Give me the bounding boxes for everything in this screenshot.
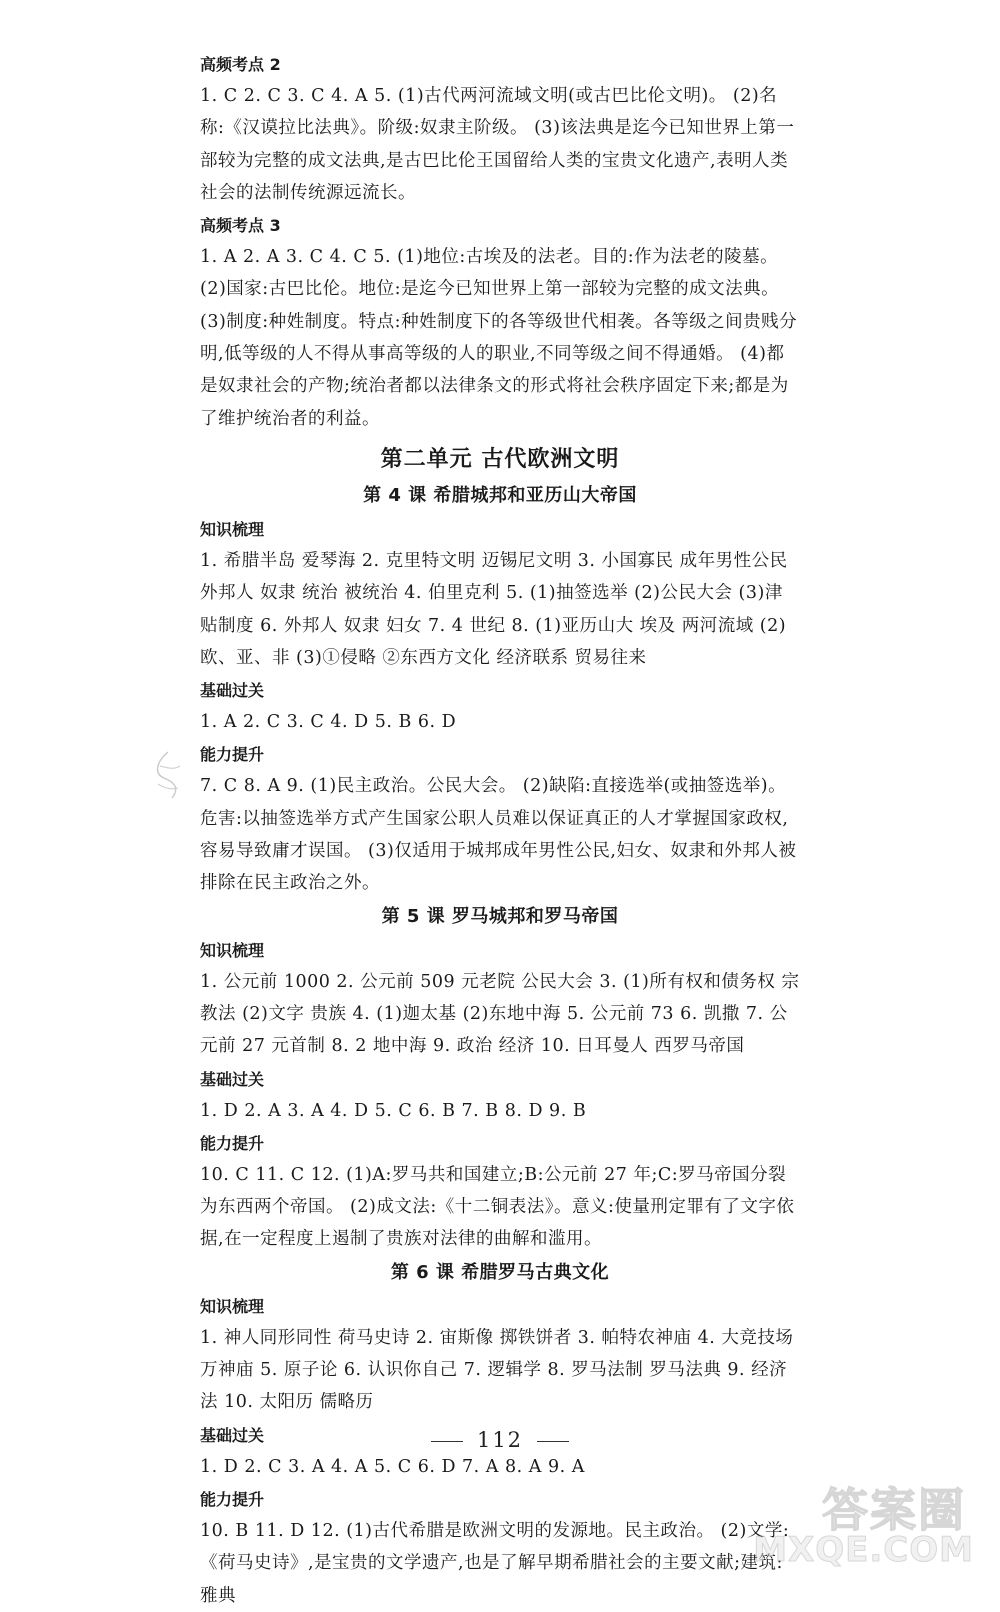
section-heading-hf2: 高频考点 2 — [200, 55, 281, 74]
ability-text-6: 10. B 11. D 12. (1)古代希腊是欧洲文明的发源地。民主政治。 (2)文学:《荷马史诗》,是宝贵的文学遗产,也是了解早期希腊社会的主要文献;建筑:雅典 — [200, 1520, 790, 1606]
watermark-logo — [734, 1470, 974, 1570]
answer-page — [200, 48, 800, 1612]
knowledge-heading-6: 知识梳理 — [200, 1296, 265, 1316]
knowledge-text-4: 1. 希腊半岛 爱琴海 2. 克里特文明 迈锡尼文明 3. 小国寡民 成年男性公民 外邦人 奴隶 统治 被统治 4. 伯里克利 5. (1)抽签选举 (2)公民大会 (3)津贴制度 6. 外邦人 奴隶 妇女 7. 4 世纪 8. (1)亚历山大 埃及 两河流域 (2)欧、亚、非 (3)①侵略 ②东西方文化 经济联系 贸易往来 — [200, 550, 788, 668]
answer-paragraph-hf2: 1. C 2. C 3. C 4. A 5. (1)古代两河流域文明(或古巴比伦文明)。 (2)名称:《汉谟拉比法典》。阶级:奴隶主阶级。 (3)该法典是迄今已知世界上第一部较为完整的成文法典,是古巴比伦王国留给人类的宝贵文化遗产,表明人类社会的法制传统源远流长。 — [200, 86, 795, 203]
basic-text-6: 1. D 2. C 3. A 4. A 5. C 6. D 7. A 8. A 9. A — [200, 1456, 585, 1477]
ability-text-4: 7. C 8. A 9. (1)民主政治。公民大会。 (2)缺陷:直接选举(或抽签选举)。危害:以抽签选举方式产生国家公职人员难以保证真正的人才掌握国家政权,容易导致庸才误国。 (3)仅适用于城邦成年男性公民,妇女、奴隶和外邦人被排除在民主政治之外。 — [200, 776, 797, 894]
lesson-title-5: 第 5 课 罗马城邦和罗马帝国 — [381, 905, 619, 927]
lesson-title-6: 第 6 课 希腊罗马古典文化 — [390, 1261, 610, 1283]
answer-line-hf3-2: (2)国家:古巴比伦。地位:是迄今已知世界上第一部较为完整的成文法典。 — [200, 279, 780, 300]
ability-heading-5: 能力提升 — [200, 1133, 265, 1153]
answer-line-hf3-1: 1. A 2. A 3. C 4. C 5. (1)地位:古埃及的法老。目的:作为法老的陵墓。 — [200, 247, 779, 268]
basic-text-5: 1. D 2. A 3. A 4. D 5. C 6. B 7. B 8. D 9. B — [200, 1100, 587, 1121]
knowledge-heading-5: 知识梳理 — [200, 940, 265, 960]
answer-paragraph-hf3-3: (3)制度:种姓制度。特点:种姓制度下的各等级世代相袭。各等级之间贵贱分明,低等级的人不得从事高等级的人的职业,不同等级之间不得通婚。 (4)都是奴隶社会的产物;统治者都以法律条文的形式将社会秩序固定下来;都是为了维护统治者的利益。 — [200, 311, 798, 429]
page-number-text: 112 — [476, 1428, 524, 1452]
lesson-title-4: 第 4 课 希腊城邦和亚历山大帝国 — [363, 484, 637, 506]
page-number-left-dash — [431, 1441, 463, 1442]
unit-title: 第二单元 古代欧洲文明 — [380, 446, 620, 472]
basic-heading-5: 基础过关 — [200, 1069, 265, 1089]
margin-scribble-icon — [150, 748, 190, 804]
page-number — [0, 1428, 1000, 1452]
knowledge-text-5: 1. 公元前 1000 2. 公元前 509 元老院 公民大会 3. (1)所有权和债务权 宗教法 (2)文字 贵族 4. (1)迦太基 (2)东地中海 5. 公元前 73 6. 凯撒 7. 公元前 27 元首制 8. 2 地中海 9. 政治 经济 10. 日耳曼人 西罗马帝国 — [200, 971, 800, 1057]
section-heading-hf3: 高频考点 3 — [200, 216, 281, 236]
page-number-right-dash — [537, 1441, 569, 1442]
basic-heading-4: 基础过关 — [200, 681, 265, 701]
basic-heading-6: 基础过关 — [200, 1425, 265, 1445]
watermark-url-text: MXQE.COM — [753, 1530, 974, 1570]
basic-text-4: 1. A 2. C 3. C 4. D 5. B 6. D — [200, 712, 457, 733]
ability-heading-4: 能力提升 — [200, 745, 265, 765]
knowledge-text-6: 1. 神人同形同性 荷马史诗 2. 宙斯像 掷铁饼者 3. 帕特农神庙 4. 大竞技场 万神庙 5. 原子论 6. 认识你自己 7. 逻辑学 8. 罗马法制 罗马法典 9. 经济法 10. 太阳历 儒略历 — [200, 1327, 794, 1413]
watermark-logo-text: 答案圈 — [822, 1483, 966, 1537]
ability-heading-6: 能力提升 — [200, 1489, 265, 1509]
knowledge-heading-4: 知识梳理 — [200, 519, 265, 539]
ability-text-5: 10. C 11. C 12. (1)A:罗马共和国建立;B:公元前 27 年;C:罗马帝国分裂为东西两个帝国。 (2)成文法:《十二铜表法》。意义:使量刑定罪有了文字依据,在一定程度上遏制了贵族对法律的曲解和滥用。 — [200, 1164, 795, 1250]
